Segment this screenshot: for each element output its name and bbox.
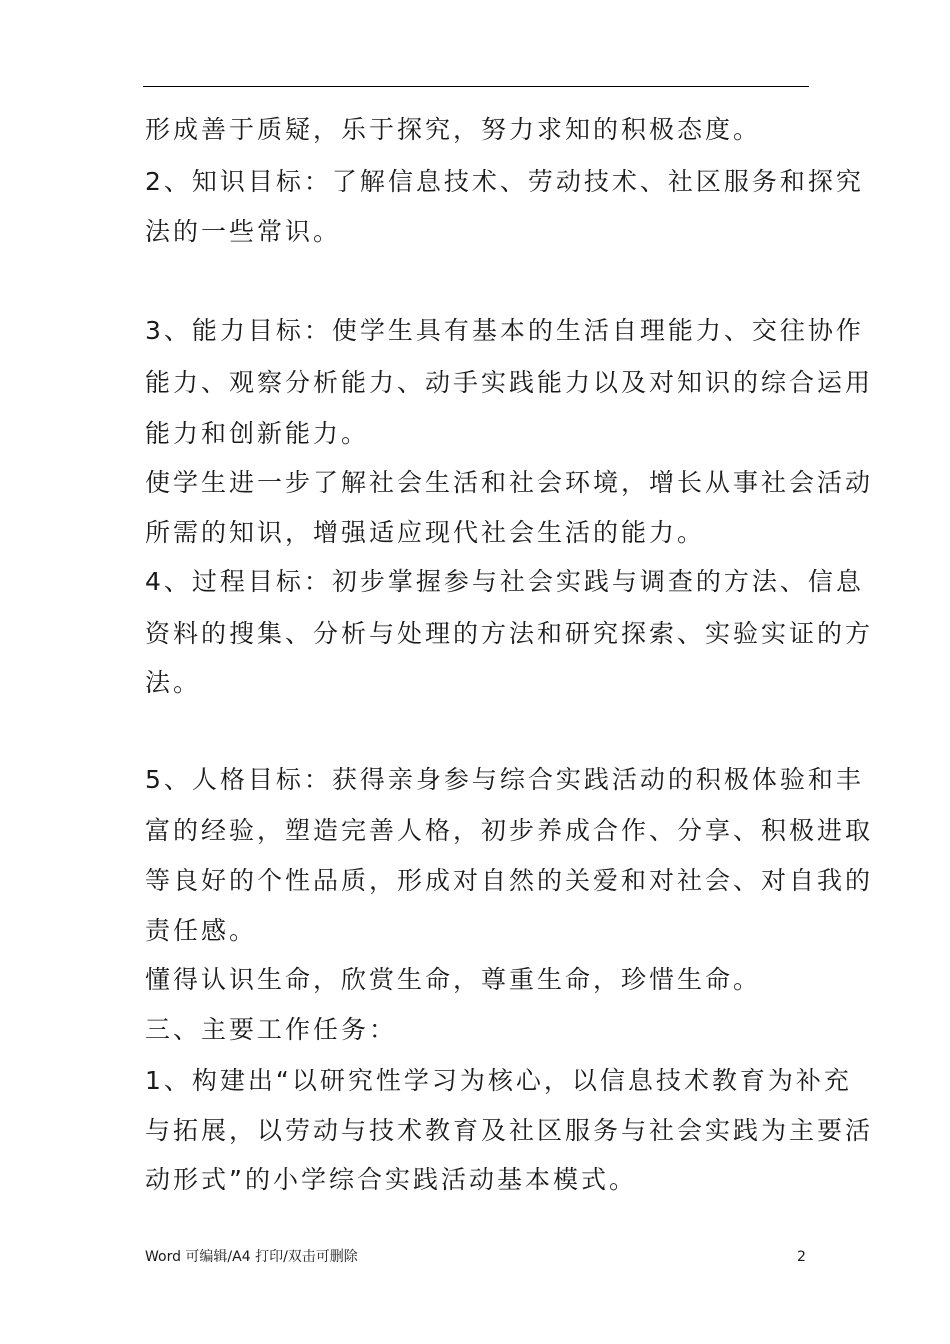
text-line: 三、主要工作任务： [145,1015,398,1044]
text-line: 动形式”的小学综合实践活动基本模式。 [145,1165,637,1194]
text-line: 懂得认识生命，欣赏生命，尊重生命，珍惜生命。 [145,965,762,994]
text-line: 能力、观察分析能力、动手实践能力以及对知识的综合运用 [145,368,874,397]
text-line: 法。 [145,668,202,697]
header-rule [143,86,809,87]
footer-note: Word 可编辑/A4 打印/双击可删除 [145,1249,358,1265]
text-line: 5、人格目标：获得亲身参与综合实践活动的积极体验和丰 [145,765,864,794]
text-line: 所需的知识，增强适应现代社会生活的能力。 [145,518,706,547]
text-line: 3、能力目标：使学生具有基本的生活自理能力、交往协作 [145,316,864,345]
text-line: 责任感。 [145,916,258,945]
text-line: 4、过程目标：初步掌握参与社会实践与调查的方法、信息 [145,567,864,596]
text-line: 法的一些常识。 [145,217,342,246]
text-line: 使学生进一步了解社会生活和社会环境，增长从事社会活动 [145,468,874,497]
text-line: 1、构建出“以研究性学习为核心，以信息技术教育为补充 [145,1066,852,1095]
text-line: 2、知识目标：了解信息技术、劳动技术、社区服务和探究 [145,167,864,196]
text-line: 形成善于质疑，乐于探究，努力求知的积极态度。 [145,115,762,144]
text-line: 富的经验，塑造完善人格，初步养成合作、分享、积极进取 [145,816,874,845]
text-line: 资料的搜集、分析与处理的方法和研究探索、实验实证的方 [145,619,874,648]
text-line: 能力和创新能力。 [145,419,370,448]
text-line: 与拓展，以劳动与技术教育及社区服务与社会实践为主要活 [145,1116,874,1145]
page-number: 2 [797,1249,806,1265]
text-line: 等良好的个性品质，形成对自然的关爱和对社会、对自我的 [145,866,874,895]
